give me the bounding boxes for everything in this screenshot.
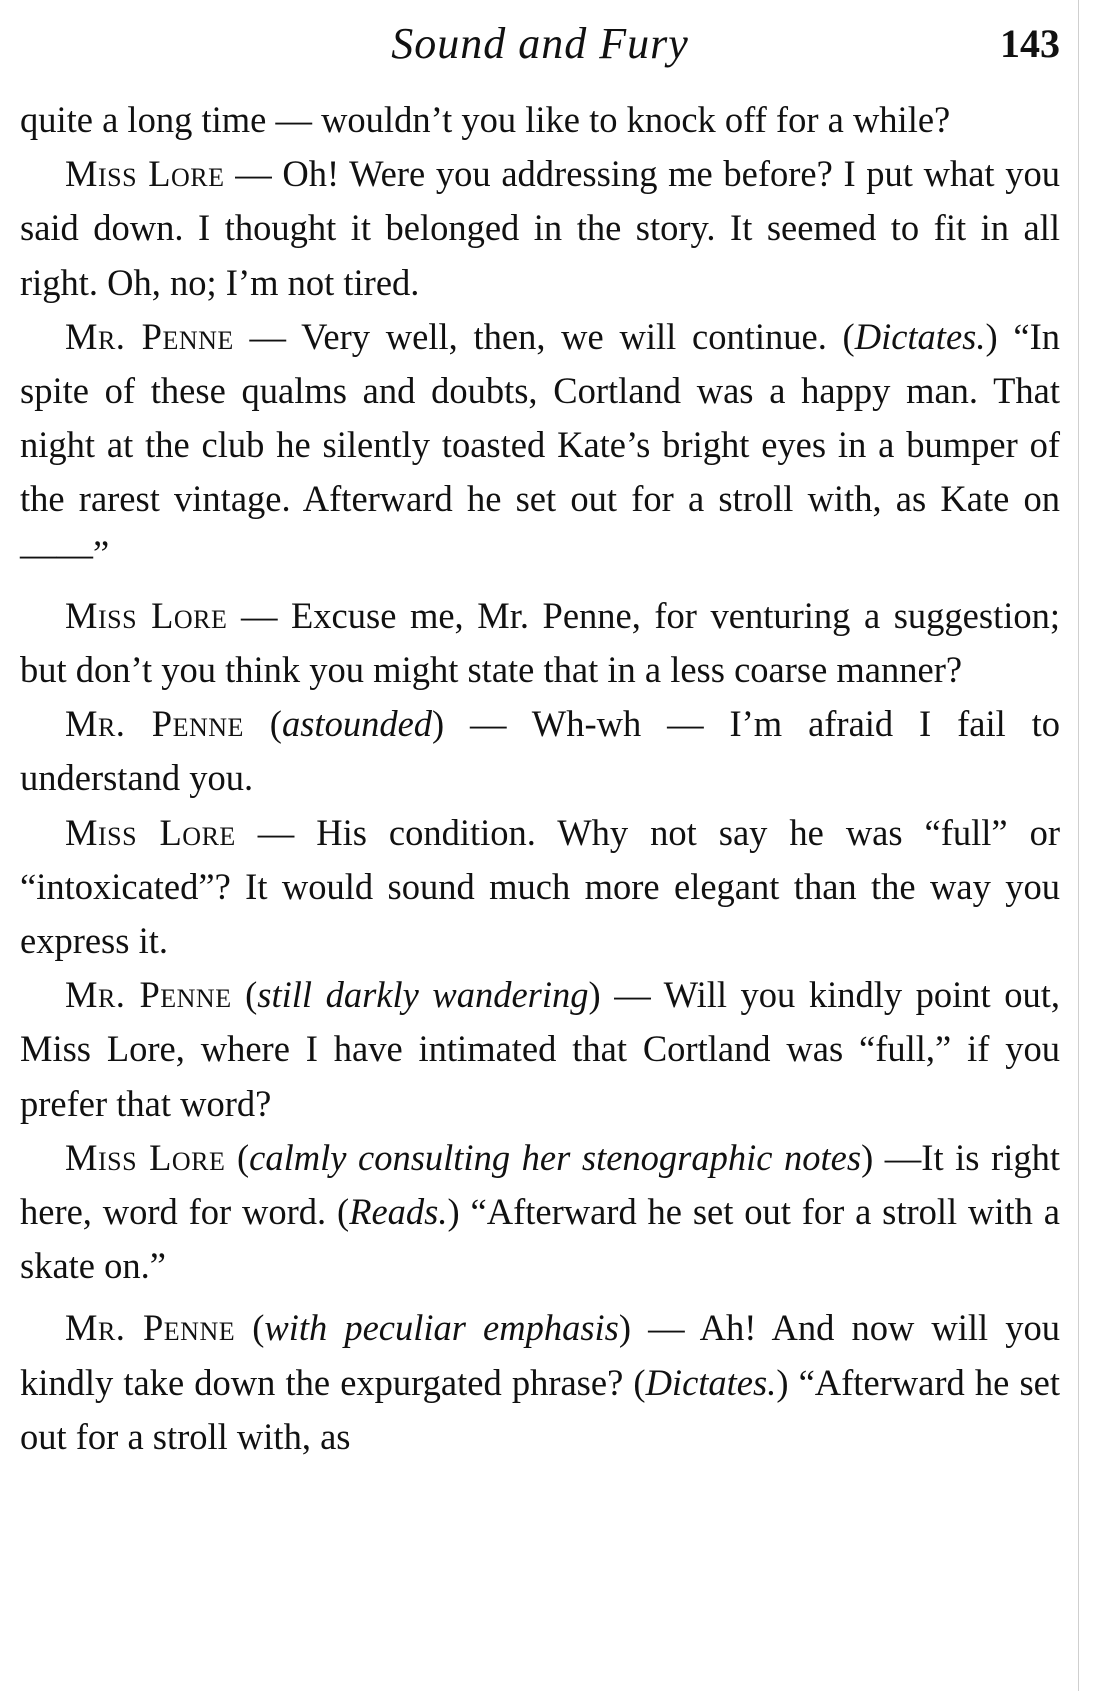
dialogue-text: — His condition. Why not say he was “full” or “intoxicated”? It would sound much more elegant than the way you express it. — [20, 811, 1061, 962]
dialogue-text: ) — Wh-wh — I’m afraid I fail to understand you. — [20, 703, 1060, 799]
dialogue-text: ) “Afterward he set out for a stroll with, as — [20, 1361, 1060, 1457]
speaker-name: Miss Lore — [65, 1136, 226, 1178]
dialogue-paragraph — [20, 310, 1060, 581]
dialogue-text: — Oh! Were you addressing me before? I put what you said down. I thought it belonged in the story. It seemed to fit in all right. Oh, no; I’m not tired. — [20, 153, 1061, 303]
dialogue-paragraph — [20, 968, 1060, 1131]
speaker-name: Mr. Penne — [65, 974, 232, 1016]
stage-direction: calmly consulting her stenographic notes — [249, 1136, 862, 1178]
speaker-name: Mr. Penne — [65, 1307, 236, 1349]
speaker-name: Mr. Penne — [65, 315, 234, 357]
paragraph-text: quite a long time — wouldn’t you like to knock off for a while? — [20, 99, 951, 140]
speaker-name: Miss Lore — [65, 811, 236, 853]
page-edge-divider — [1078, 0, 1079, 1691]
stage-direction: Dictates. — [854, 315, 986, 357]
dialogue-paragraph — [20, 1131, 1060, 1294]
dialogue-paragraph — [20, 806, 1060, 969]
dialogue-text: ) —It is right here, word for word. ( — [20, 1136, 1061, 1233]
body-text — [20, 93, 1060, 1464]
dialogue-text: ( — [243, 703, 282, 745]
stage-direction: still darkly wandering — [257, 974, 589, 1016]
speaker-name: Miss Lore — [65, 594, 228, 636]
dialogue-text: ( — [231, 974, 258, 1016]
speaker-name: Miss Lore — [65, 153, 225, 195]
dialogue-text: ( — [225, 1136, 250, 1178]
dialogue-paragraph — [20, 697, 1060, 805]
page-header — [20, 14, 1060, 74]
running-title: Sound and Fury — [391, 19, 689, 68]
dialogue-text: — Excuse me, Mr. Penne, for venturing a suggestion; but don’t you think you might state that in a less coarse manner? — [20, 594, 1061, 691]
dialogue-text: ) — Ah! And now will you kindly take down the expurgated phrase? ( — [20, 1307, 1060, 1403]
dialogue-text: ) — Will you kindly point out, Miss Lore, where I have intimated that Cortland was “full,” if you prefer that word? — [20, 974, 1060, 1124]
dialogue-paragraph — [20, 589, 1060, 697]
dialogue-paragraph — [20, 147, 1060, 310]
dialogue-text: ( — [235, 1307, 265, 1349]
page-number: 143 — [1000, 21, 1060, 66]
stage-direction: Dictates. — [645, 1361, 777, 1403]
paragraph-continuation — [20, 93, 1060, 147]
dialogue-text: — Very well, then, we will continue. ( — [233, 315, 855, 357]
dialogue-paragraph — [20, 1301, 1060, 1464]
stage-direction: with peculiar emphasis — [264, 1307, 619, 1349]
dialogue-text: ) “In spite of these qualms and doubts, Cortland was a happy man. That night at the club he silently toasted Kate’s bright eyes in a bumper of the rarest vintage. Afterward he set out for a stroll with, as Kate on ——” — [20, 315, 1060, 574]
stage-direction: Reads. — [349, 1191, 448, 1233]
dialogue-text: ) “Afterward he set out for a stroll with a skate on.” — [20, 1191, 1060, 1287]
speaker-name: Mr. Penne — [65, 703, 244, 745]
stage-direction: astounded — [281, 703, 433, 745]
